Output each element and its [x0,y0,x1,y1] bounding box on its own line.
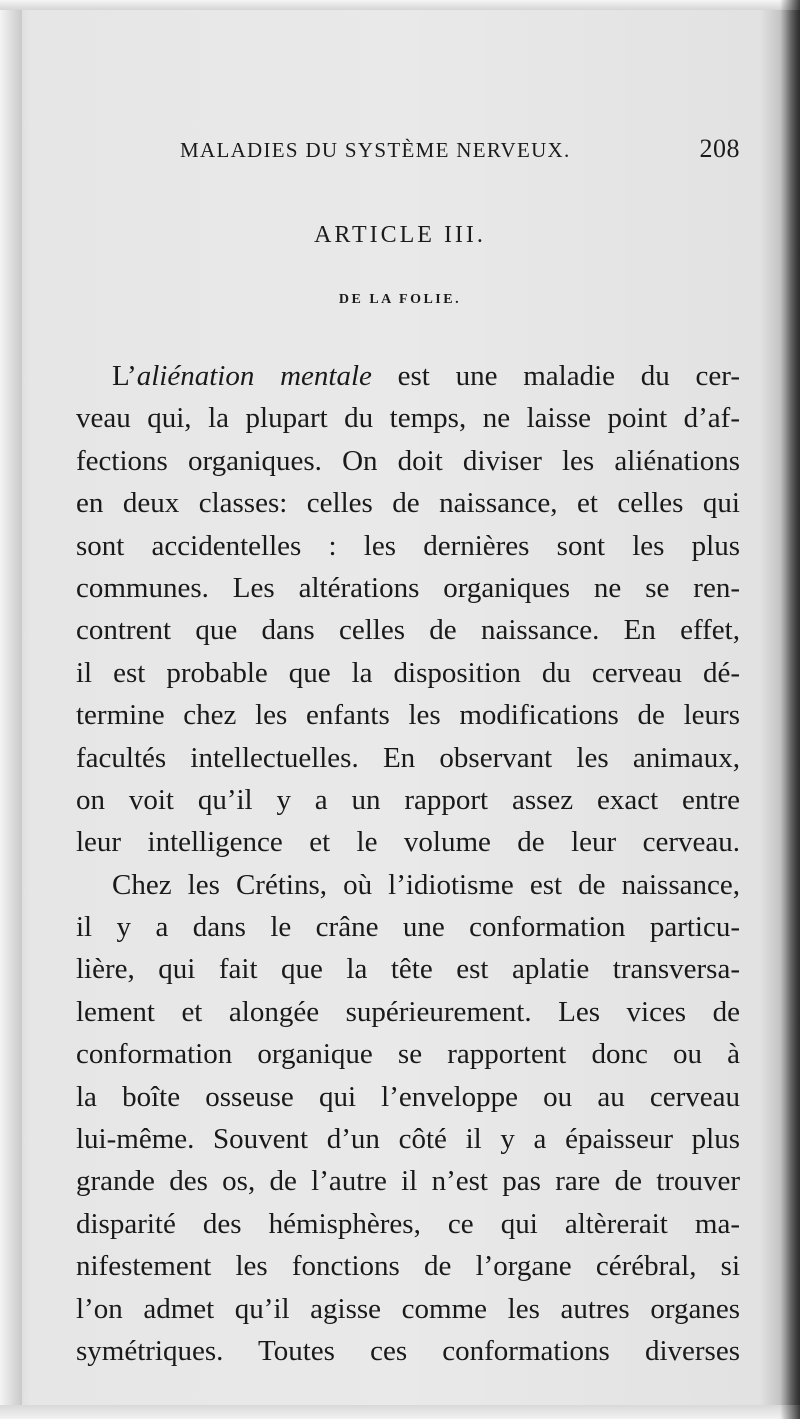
text-line: il y a dans le crâne une conformation particu- [76,911,740,944]
text-run: est une maladie du cer- [371,360,740,392]
text-line: lement et alongée supérieurement. Les vices de [76,995,740,1028]
text-line: il est probable que la disposition du cerveau dé- [76,656,740,689]
text-line: lière, qui fait que la tête est aplatie transversa- [76,953,740,986]
text-line: conformation organique se rapportent donc ou à [76,1038,740,1071]
running-head-title: MALADIES DU SYSTÈME NERVEUX. [180,138,571,162]
italic-term: aliénation mentale [136,360,372,392]
text-line: veau qui, la plupart du temps, ne laisse point d’af- [76,402,740,435]
text-line: disparité des hémisphères, ce qui altèrerait ma- [76,1207,740,1240]
text-line: nifestement les fonctions de l’organe cérébral, si [76,1250,740,1283]
page-gutter-shadow [780,0,800,1419]
text-line: l’on admet qu’il agisse comme les autres organes [76,1292,740,1325]
text-line: lui-même. Souvent d’un côté il y a épaisseur plus [76,1123,740,1156]
text-line: symétriques. Toutes ces conformations diverses [76,1334,740,1367]
text-line: leur intelligence et le volume de leur cerveau. [76,826,740,859]
page-bottom-edge [0,1405,800,1419]
text-line: grande des os, de l’autre il n’est pas rare de trouver [76,1165,740,1198]
text-line: fections organiques. On doit diviser les aliénations [76,444,740,477]
page-number: 208 [699,134,740,163]
text-line: termine chez les enfants les modifications de leurs [76,699,740,732]
text-line: communes. Les altérations organiques ne se ren- [76,571,740,604]
text-line: Chez les Crétins, où l’idiotisme est de naissance, [112,868,740,901]
text-line: en deux classes: celles de naissance, et celles qui [76,487,740,520]
text-line: facultés intellectuelles. En observant les animaux, [76,741,740,774]
text-line: la boîte osseuse qui l’enveloppe ou au cerveau [76,1080,740,1113]
text-line: contrent que dans celles de naissance. En effet, [76,614,740,647]
page-top-edge [0,0,800,10]
text-line: sont accidentelles : les dernières sont les plus [76,529,740,562]
text-run: L’ [112,360,137,392]
page-left-edge [0,0,22,1419]
body-text [76,355,740,1372]
article-heading: ARTICLE III. [314,222,486,248]
text-line: on voit qu’il y a un rapport assez exact entre [76,783,740,816]
text-line [76,355,740,397]
section-heading: DE LA FOLIE. [338,292,462,307]
